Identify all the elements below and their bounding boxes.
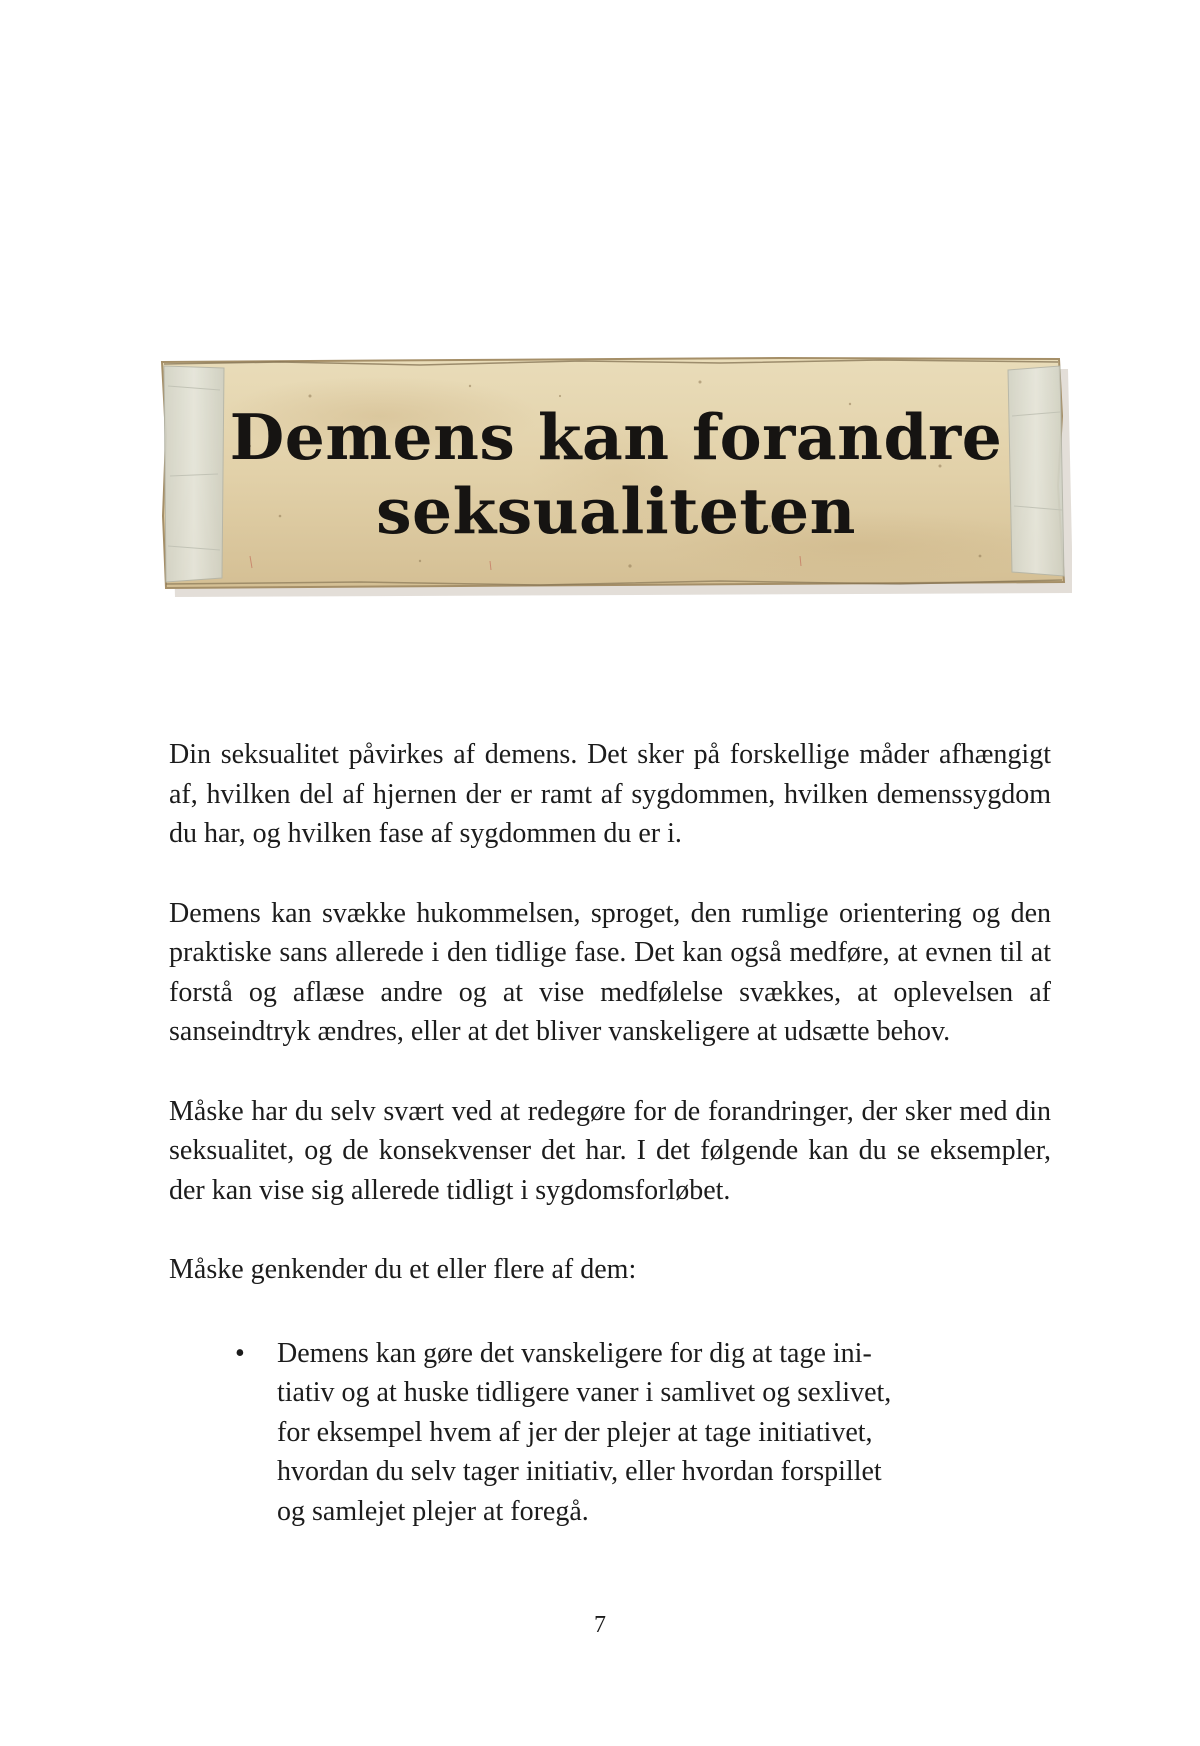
title-line-2: seksualiteten xyxy=(376,474,856,548)
list-item-line: hvordan du selv tager initiativ, eller hvordan forspillet xyxy=(277,1456,882,1487)
bullet-list xyxy=(169,1334,1051,1532)
title-banner xyxy=(160,356,1072,601)
list-item-line: Demens kan gøre det vanskeligere for dig at tage ini- xyxy=(277,1337,872,1369)
paragraph: Måske genkender du et eller flere af dem: xyxy=(169,1254,637,1285)
paragraph: Demens kan svække hukommelsen, sproget, den rumlige orientering og den praktiske sans allerede i den tidlige fase. Det kan også medføre, at evnen til at forstå og aflæse andre og at vise medfølelse svækkes, at oplevelsen af sanseindtryk ændres, eller at det bliver vanskeligere at udsætte behov. xyxy=(169,897,1051,1047)
list-item-line: for eksempel hvem af jer der plejer at tage initiativet, xyxy=(277,1416,873,1448)
page-title xyxy=(160,400,1072,548)
paragraph: Måske har du selv svært ved at redegøre for de forandringer, der sker med din seksualitet, og de konsekvenser det har. I det følgende kan du se eksempler, der kan vise sig allerede tidligt i sygdomsforløbet. xyxy=(169,1095,1051,1206)
list-item xyxy=(169,1334,1022,1532)
paragraph: Din seksualitet påvirkes af demens. Det sker på forskellige måder afhængigt af, hvilken del af hjernen der er ramt af sygdommen, hvilken demenssygdom du har, og hvilken fase af sygdommen du er i. xyxy=(169,739,1051,849)
list-item-line: tiativ og at huske tidligere vaner i samlivet og sexlivet, xyxy=(277,1377,892,1408)
body-text xyxy=(169,735,1051,1531)
list-item-line: og samlejet plejer at foregå. xyxy=(277,1495,589,1527)
bullet-icon: • xyxy=(235,1337,245,1369)
page-number: 7 xyxy=(594,1612,606,1638)
title-line-1: Demens kan forandre xyxy=(229,400,1003,474)
